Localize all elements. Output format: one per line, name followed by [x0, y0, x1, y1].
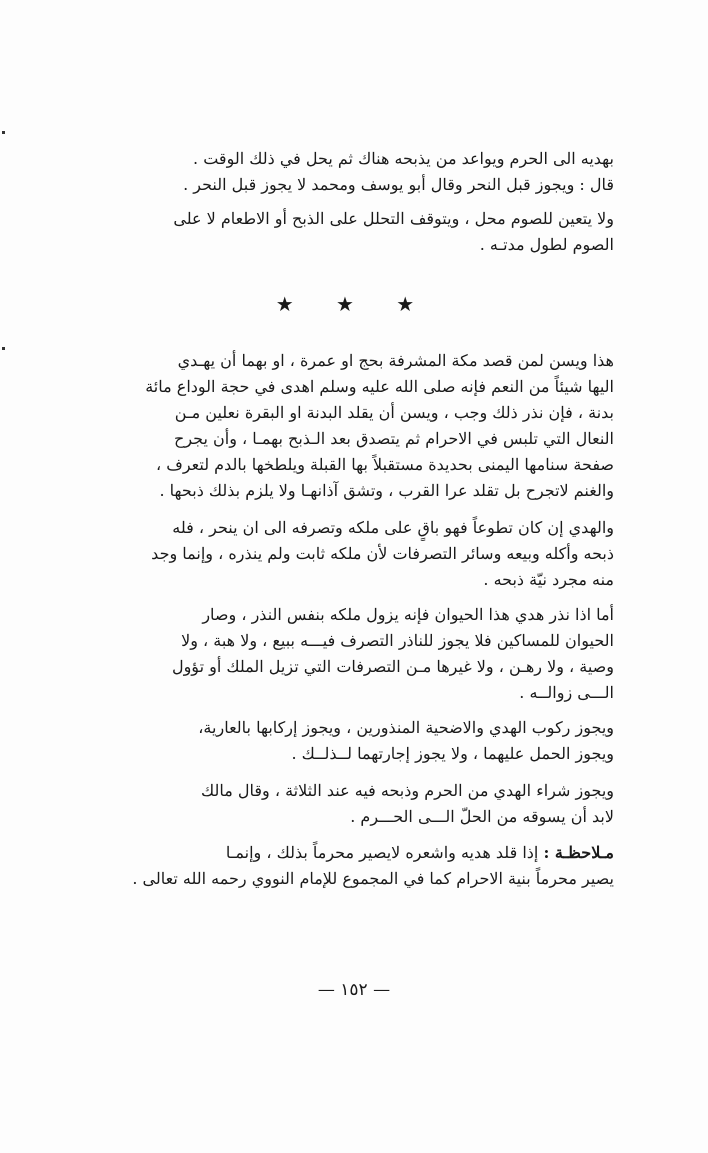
paragraph-5	[78, 778, 614, 830]
note-text: إذا قلد هديه واشعره لايصير محرماً بذلك ، وإنمـا	[225, 843, 544, 862]
text-line: يصير محرماً بنية الاحرام كما في المجموع للإمام النووي رحمه الله تعالى .	[132, 869, 614, 888]
page-number: — ١٥٢ —	[317, 980, 391, 1000]
paragraph-3	[78, 602, 614, 706]
text-line: بدنة ، فإن نذر ذلك وجب ، ويسن أن يقلد البدنة او البقرة نعلين مـن	[174, 403, 614, 422]
text-line: ذبحه وأكله وبيعه وسائر التصرفات لأن ملكه ثابت ولم ينذره ، وإنما وجد	[151, 544, 614, 563]
text-line: اليها شيئاً من النعم فإنه صلى الله عليه وسلم اهدى في حجة الوداع مائة	[145, 377, 614, 396]
text-line: قال : ويجوز قبل النحر وقال أبو يوسف ومحمد لا يجوز قبل النحر .	[183, 175, 614, 194]
text-line: والهدي إن كان تطوعاً فهو باقٍ على ملكه وتصرفه الى ان ينحر ، فله	[172, 518, 614, 537]
text-line: ولا يتعين للصوم محل ، ويتوقف التحلل على الذبح أو الاطعام لا على	[173, 209, 614, 228]
fasting-block	[78, 206, 614, 258]
text-line: ويجوز الحمل عليهما ، ولا يجوز إجارتهما لــذلــك .	[291, 744, 614, 763]
note-label: مـلاحظـة :	[543, 843, 614, 862]
text-line: والغنم لاتجرح بل تقلد عرا القرب ، وتشق آذانهـا ولا يلزم بذلك ذبحها .	[159, 481, 614, 500]
text-line: وصية ، ولا رهـن ، ولا غيرها مـن التصرفات التي تزيل الملك أو تؤول	[171, 657, 614, 676]
text-line: أما اذا نذر هدي هذا الحيوان فإنه يزول ملكه بنفس النذر ، وصار	[202, 605, 614, 624]
text-line: النعال التي تلبس في الاحرام ثم يتصدق بعد الـذبح بهمـا ، وأن يجرح	[174, 429, 614, 448]
text-line: منه مجرد نيّة ذبحه .	[483, 570, 614, 589]
text-line: الـــى زوالــه .	[519, 683, 614, 702]
paragraph-4	[78, 715, 614, 767]
intro-block	[78, 146, 614, 198]
text-line: هذا ويسن لمن قصد مكة المشرفة بحج او عمرة ، او بهما أن يهـدي	[177, 351, 614, 370]
text-line: بهديه الى الحرم ويواعد من يذبحه هناك ثم يحل في ذلك الوقت .	[193, 149, 614, 168]
note-line	[78, 840, 614, 866]
paragraph-1	[78, 348, 614, 504]
text-line: ويجوز ركوب الهدي والاضحية المنذورين ، ويجوز إركابها بالعارية،	[198, 718, 614, 737]
section-separator: ★ ★ ★	[275, 292, 433, 316]
margin-mark-top	[2, 131, 5, 134]
text-line: الحيوان للمساكين فلا يجوز للناذر التصرف فيـــه ببيع ، ولا هبة ، ولا	[181, 631, 614, 650]
margin-mark-middle	[2, 347, 5, 350]
text-line: الصوم لطول مدتـه .	[479, 235, 614, 254]
text-line: لابد أن يسوقه من الحلّ الـــى الحـــرم .	[350, 807, 614, 826]
text-line: صفحة سنامها اليمنى بحديدة مستقبلاً بها القبلة ويلطخها بالدم لتعرف ،	[156, 455, 614, 474]
note-block	[78, 840, 614, 892]
paragraph-2	[78, 515, 614, 593]
text-line: ويجوز شراء الهدي من الحرم وذبحه فيه عند الثلاثة ، وقال مالك	[200, 781, 614, 800]
